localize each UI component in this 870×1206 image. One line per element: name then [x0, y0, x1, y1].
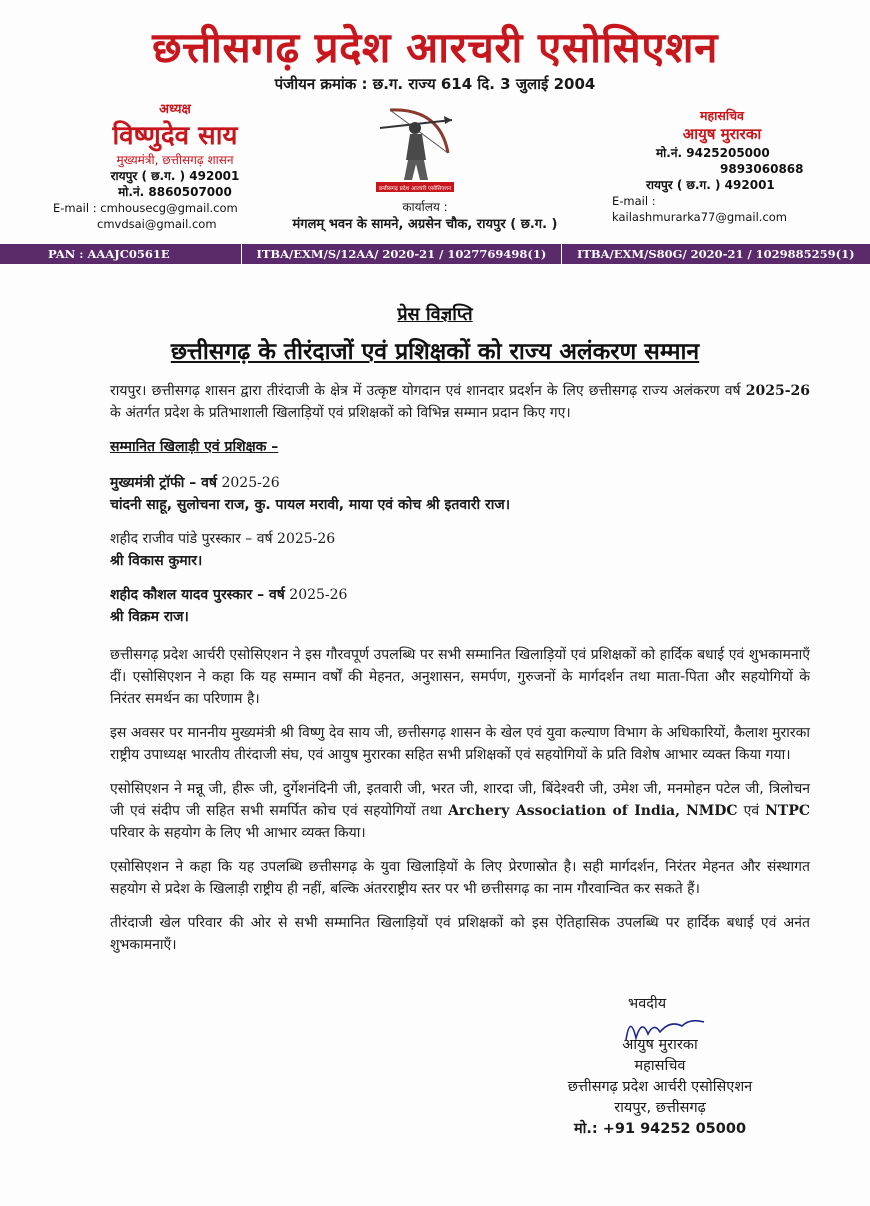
secretary-block — [612, 108, 832, 225]
signature-greeting: भवदीय — [628, 996, 667, 1012]
registration-number: पंजीयन क्रमांक : छ.ग. राज्य 614 दि. 3 जुलाई 2004 — [274, 75, 596, 93]
paragraph-congratulations: छत्तीसगढ़ प्रदेश आर्चरी एसोसिएशन ने इस गौरवपूर्ण उपलब्धि पर सभी सम्मानित खिलाड़ियों एवं प्रशिक्षकों को हार्दिक बधाई एवं शुभकामनाएँ दीं। एसोसिएशन ने कहा कि यह सम्मान वर्षों की मेहनत, अनुशासन, समर्पण, गुरुजनों के मार्गदर्शन तथा माता-पिता और सहयोगियों के निरंतर समर्थन का परिणाम है। — [110, 647, 810, 707]
press-release-title: छत्तीसगढ़ के तीरंदाजों एवं प्रशिक्षकों को राज्य अलंकरण सम्मान — [170, 339, 700, 365]
itba-80g: ITBA/EXM/S80G/ 2020-21 / 1029885259(1) — [576, 247, 855, 261]
logo-caption: छत्तीसगढ़ प्रदेश आरचरी एसोसिएशन — [378, 186, 452, 192]
signatory-designation: महासचिव — [634, 1058, 686, 1074]
award-winners: श्री विक्रम राज। — [110, 609, 189, 625]
tax-info-bar — [0, 244, 870, 264]
secretary-name: आयुष मुरारका — [682, 125, 762, 143]
secretary-role: महासचिव — [700, 108, 744, 123]
office-label: कार्यालय : — [402, 200, 448, 214]
president-name: विष्णुदेव साय — [112, 121, 238, 151]
president-mobile: मो.नं. 8860507000 — [118, 185, 232, 199]
signatory-organization: छत्तीसगढ़ प्रदेश आर्चरी एसोसिएशन — [567, 1079, 753, 1095]
secretary-mobile: मो.नं. 9425205000 — [656, 146, 770, 160]
secretary-city: रायपुर ( छ.ग. ) 492001 — [646, 178, 775, 192]
honorees-heading: सम्मानित खिलाड़ी एवं प्रशिक्षक – — [110, 439, 279, 455]
signatory-phone: मो.: +91 94252 05000 — [573, 1121, 747, 1137]
president-city: रायपुर ( छ.ग. ) 492001 — [110, 169, 240, 183]
president-email-2: cmvdsai@gmail.com — [97, 217, 217, 231]
intro-paragraph: रायपुर। छत्तीसगढ़ शासन द्वारा तीरंदाजी के क्षेत्र में उत्कृष्ट योगदान एवं शानदार प्रदर्शन के लिए छत्तीसगढ़ राज्य अलंकरण वर्ष 2025-26 के अंतर्गत प्रदेश के प्रतिभाशाली खिलाड़ियों एवं प्रशिक्षकों को विभिन्न सम्मान प्रदान किए गए। — [110, 383, 810, 421]
secretary-email: E-mail : kailashmurarka77@gmail.com — [612, 194, 788, 224]
office-address-block — [245, 198, 605, 234]
press-release-label: प्रेस विज्ञप्ति — [397, 304, 473, 325]
award-cm-trophy: मुख्यमंत्री ट्रॉफी – वर्ष 2025-26 चांदनी साहू, सुलोचना राज, कु. पायल मरावी, माया एवं कोच श्री इतवारी राज। — [110, 472, 810, 516]
signatory-city: रायपुर, छत्तीसगढ़ — [614, 1100, 706, 1116]
office-address: मंगलम् भवन के सामने, अग्रसेन चौक, रायपुर ( छ.ग. ) — [292, 217, 558, 232]
paragraph-coaches: एसोसिएशन ने मन्नू जी, हीरू जी, दुर्गेशनंदिनी जी, इतवारी जी, भरत जी, शारदा जी, बिंदेश्वरी जी, उमेश जी, मनमोहन पटेल जी, त्रिलोचन जी एवं संदीप जी सहित सभी समर्पित कोच एवं सहयोगियों तथा Archery Association of India, NMDC एवं NTPC परिवार के सहयोग के लिए भी आभार व्यक्त किया। — [110, 781, 810, 841]
paragraph-inspiration: एसोसिएशन ने कहा कि यह उपलब्धि छत्तीसगढ़ के युवा खिलाड़ियों के लिए प्रेरणास्रोत है। सही मार्गदर्शन, निरंतर मेहनत और संस्थागत सहयोग से प्रदेश के खिलाड़ी राष्ट्रीय ही नहीं, बल्कि अंतरराष्ट्रीय स्तर पर भी छत्तीसगढ़ का नाम गौरवान्वित कर सकते हैं। — [110, 859, 810, 897]
award-kaushal-yadav: शहीद कौशल यादव पुरस्कार – वर्ष 2025-26 श्री विक्रम राज। — [110, 584, 810, 628]
itba-12aa: ITBA/EXM/S/12AA/ 2020-21 / 1027769498(1) — [256, 247, 547, 261]
award-winners: चांदनी साहू, सुलोचना राज, कु. पायल मरावी, माया एवं कोच श्री इतवारी राज। — [110, 497, 511, 513]
organization-name: छत्तीसगढ़ प्रदेश आरचरी एसोसिएशन — [152, 23, 718, 72]
president-email: E-mail : cmhousecg@gmail.com — [53, 201, 238, 215]
paragraph-closing: तीरंदाजी खेल परिवार की ओर से सभी सम्मानित खिलाड़ियों एवं प्रशिक्षकों को इस ऐतिहासिक उपलब्धि पर हार्दिक बधाई एवं अनंत शुभकामनाएँ। — [110, 915, 810, 953]
award-rajiv-pandey: शहीद राजीव पांडे पुरस्कार – वर्ष 2025-26 श्री विकास कुमार। — [110, 528, 810, 572]
signatory-name: आयुष मुरारका — [622, 1037, 698, 1053]
award-winners: श्री विकास कुमार। — [110, 553, 203, 569]
president-designation: मुख्यमंत्री, छत्तीसगढ़ शासन — [116, 153, 234, 167]
president-role: अध्यक्ष — [159, 102, 191, 117]
secretary-mobile-2: 9893060868 — [720, 162, 804, 176]
release-body — [110, 380, 810, 968]
archer-logo-icon — [360, 98, 470, 198]
signature-block — [540, 994, 780, 1140]
pan-number: PAN : AAAJC0561E — [48, 247, 170, 261]
paragraph-gratitude: इस अवसर पर माननीय मुख्यमंत्री श्री विष्णु देव साय जी, छत्तीसगढ़ शासन के खेल एवं युवा कल्याण विभाग के अधिकारियों, कैलाश मुरारका राष्ट्रीय उपाध्यक्ष भारतीय तीरंदाजी संघ, एवं आयुष मुरारका सहित सभी प्रशिक्षकों एवं सहयोगियों के प्रति विशेष आभार व्यक्त किया गया। — [110, 725, 810, 763]
